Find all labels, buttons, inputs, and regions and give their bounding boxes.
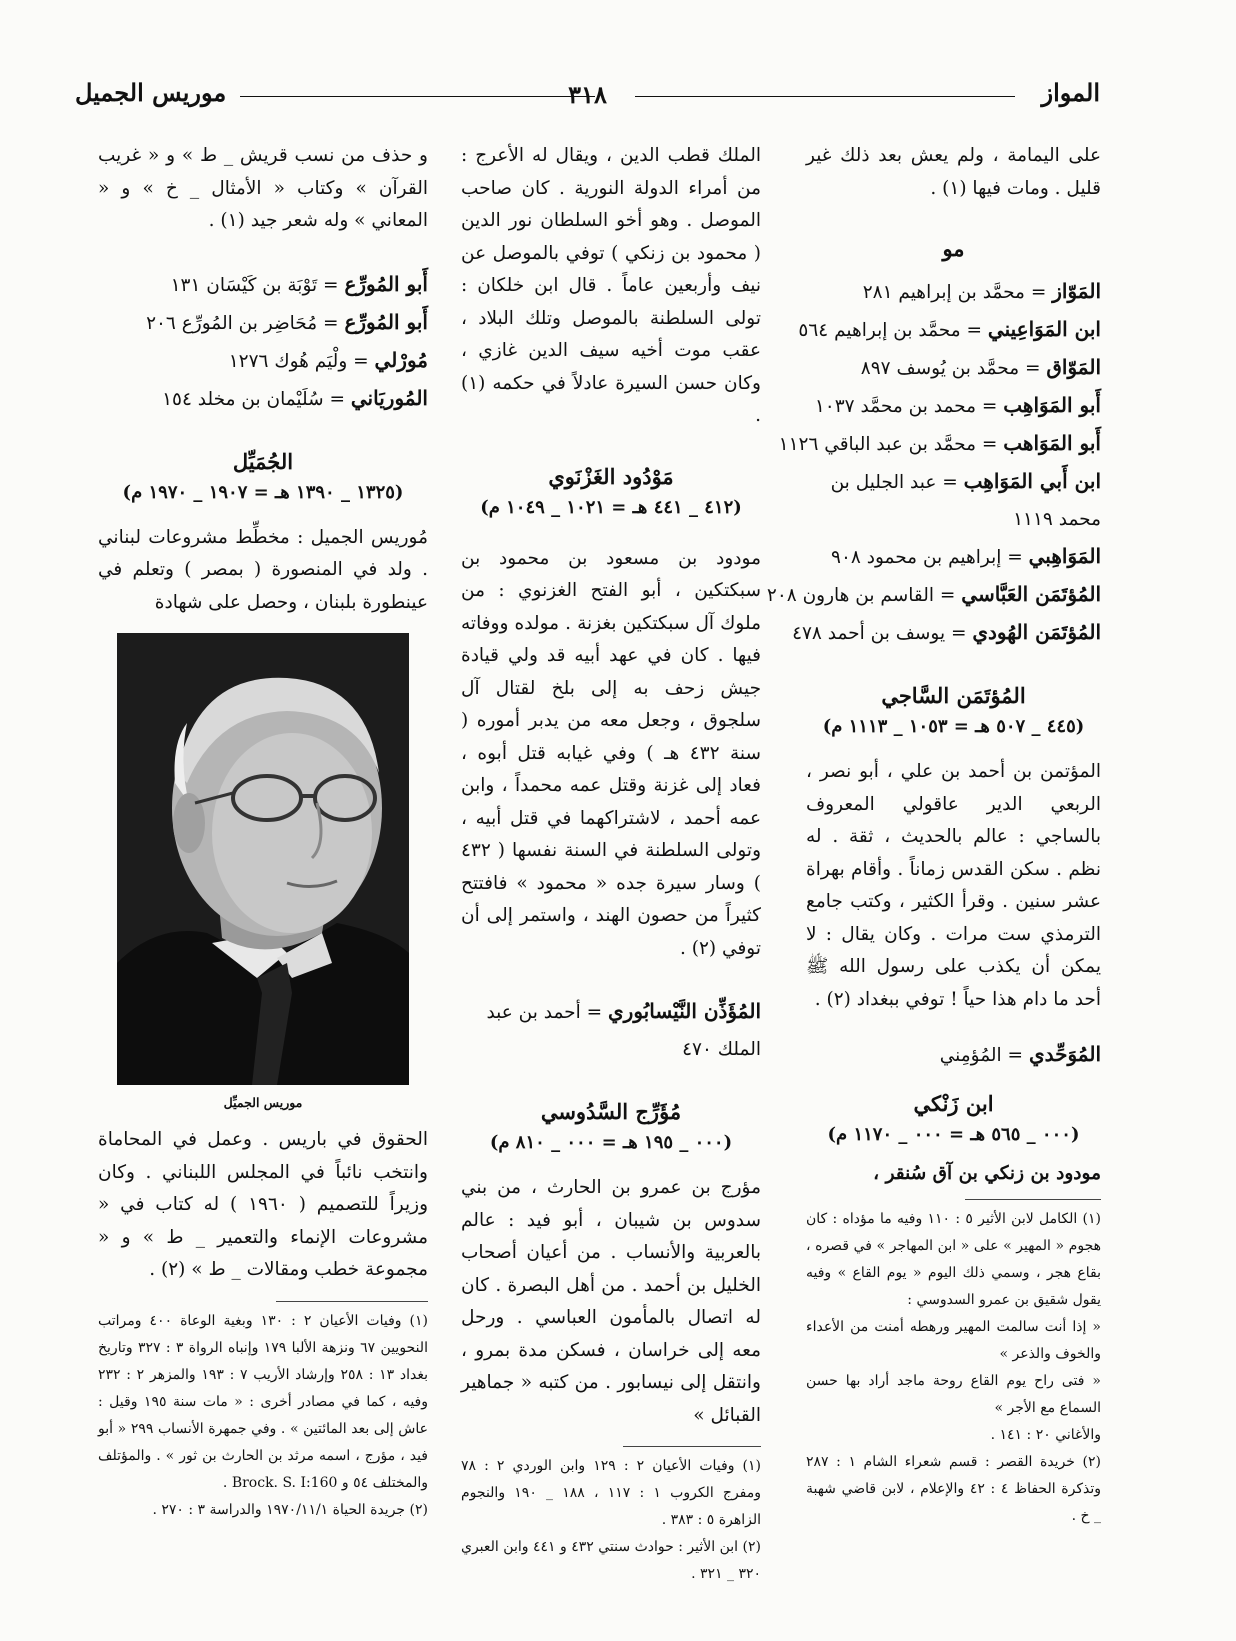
footnotes: [806, 1206, 1101, 1530]
entry-title: الجُمَيِّل: [232, 448, 294, 474]
paragraph: الحقوق في باريس . وعمل في المحاماة وانتخب نائباً في المجلس اللبناني . وكان وزيراً للتصميم ( ١٩٦٠ ) له كتاب في « مشروعات الإنماء والتعمير _ ط » و « مجموعة خطب ومقالات _ ط » (٢) .: [98, 1129, 429, 1280]
section-heading: مو: [942, 236, 965, 261]
footnotes: [461, 1453, 761, 1588]
list-item: المَوّاق = محمَّد بن يُوسف ٨٩٧: [860, 355, 1101, 379]
footnote: والأغاني ٢٠ : ١٤١ .: [990, 1426, 1101, 1443]
entry-title: مَوْدُود الغَزْنَوي: [548, 463, 674, 489]
list-item: ابن أَبي المَوَاهِب = عبد الجليل بن محمد ١١١٩: [830, 469, 1101, 530]
paragraph: مؤرج بن عمرو بن الحارث ، من بني سدوس بن شيبان ، أبو فيد : عالم بالعربية والأنساب . من أعيان أصحاب الخليل بن أحمد . من أهل البصرة . كان له اتصال بالمأمون العباسي . ورحل معه إلى خراسان ، فسكن مدة بمرو ، وانتقل إلى نيسابور . من كتبه « جماهير القبائل »: [461, 1177, 761, 1426]
entry-dates: (٠٠٠ _ ١٩٥ هـ = ٠٠٠ _ ٨١٠ م): [489, 1132, 733, 1153]
list-item: المُوَحِّدي = المُؤمِني: [939, 1042, 1101, 1066]
entry-dates: (٤٤٥ _ ٥٠٧ هـ = ١٠٥٣ _ ١١١٣ م): [822, 716, 1085, 737]
paragraph: المؤتمن بن أحمد بن علي ، أبو نصر ، الربعي الدير عاقولي المعروف بالساجي : عالم بالحديث ، ثقة . له نظم . سكن القدس زماناً . وأقام بهراة عشر سنين . وقرأ الكثير ، وكتب جامع الترمذي ست مرات . وكان يقال : لا يمكن أن يكذب على رسول الله ﷺ أحد ما دام هذا حياً ! توفي ببغداد (٢) .: [806, 761, 1101, 1010]
footnote: (٢) ابن الأثير : حوادث سنتي ٤٣٢ و ٤٤١ وابن العبري ٣٢٠ _ ٣٢١ .: [461, 1539, 761, 1582]
entry-title: المُؤتَمَن السَّاجي: [881, 683, 1026, 708]
paragraph: و حذف من نسب قريش _ ط » و « غريب القرآن » وكتاب « الأمثال _ خ » و « المعاني » وله شعر جيد (١) .: [98, 145, 428, 231]
entry-title: مُؤَرِّج السَّدُوسي: [540, 1099, 682, 1124]
list-item: المُؤَذِّن النَّيْسابُوري = أحمد بن عبد الملك ٤٧٠: [486, 999, 761, 1060]
list-item: المُؤتَمَن الهُودي = يوسف بن أحمد ٤٧٨: [792, 620, 1101, 644]
entry-dates: (٤١٢ _ ٤٤١ هـ = ١٠٢١ _ ١٠٤٩ م): [480, 496, 742, 518]
list-item: أَبو المُورِّع = تَوْبَة بن كَيْسَان ١٣١: [170, 271, 428, 296]
footnote: (٢) خريدة القصر : قسم شعراء الشام ١ : ٢٨٧ وتذكرة الحفاظ ٤ : ٤٢ والإعلام ، لابن قاضي شهبة _ خ .: [806, 1453, 1101, 1524]
paragraph: على اليمامة ، ولم يعش بعد ذلك غير قليل . ومات فيها (١) .: [806, 145, 1101, 199]
header-keyword-right: المواز: [1041, 78, 1100, 107]
entry-dates: (١٣٢٥ _ ١٣٩٠ هـ = ١٩٠٧ _ ١٩٧٠ م): [122, 481, 404, 503]
page-header: [75, 78, 1100, 118]
entry-list: [766, 273, 1101, 652]
list-item: المَوَاهِبي = إبراهيم بن محمود ٩٠٨: [831, 544, 1101, 568]
list-item: مُورْلي = ولْيَم هُوك ١٢٧٦: [228, 347, 428, 372]
header-rule: [240, 96, 595, 97]
footnote-verse: « فتى راح يوم القاع روحة ماجد أراد بها حسن السماع مع الأجر »: [806, 1372, 1101, 1416]
list-item: أَبو المَوَاهِب = محمد بن محمَّد ١٠٣٧: [814, 393, 1101, 417]
paragraph: مودود بن مسعود بن محمود بن سبكتكين ، أبو الفتح الغزنوي : من ملوك آل سبكتكين بغزنة . مولده ووفاته فيها . كان في عهد أبيه قد ولي قيادة جيش زحف به إلى بلخ لقتال آل سلجوق ، وجعل معه من يدبر أموره ( سنة ٤٣٢ هـ ) وفي غيابه قتل أبوه ، فعاد إلى غزنة وقتل عمه محمداً ، وابن عمه أحمد ، لاشتراكهما في قتل أبيه ، وتولى السلطنة في السنة نفسها ( ٤٣٢ ) وسار سيرة جده « محمود » فافتتح كثيراً من حصون الهند ، واستمر إلى أن توفي (٢) .: [461, 547, 761, 959]
entry-title: ابن زَنْكي: [913, 1091, 994, 1116]
header-keyword-left: موريس الجميل: [75, 78, 227, 107]
column-right: [766, 140, 1102, 1530]
footnote-rule: [965, 1199, 1101, 1200]
entry-dates: (٠٠٠ _ ٥٦٥ هـ = ٠٠٠ _ ١١٧٠ م): [827, 1124, 1080, 1145]
list-item: المُوريَاني = سُلَيْمان بن مخلد ١٥٤: [162, 385, 428, 410]
list-item: أَبو المُورِّع = مُحَاضِر بن المُورِّع ٢٠٦: [146, 309, 428, 334]
paragraph: مودود بن زنكي بن آق سُنقر ،: [873, 1163, 1101, 1184]
footnote: (١) الكامل لابن الأثير ٥ : ١١٠ وفيه ما مؤداه : كان هجوم « المهير » على « ابن المهاجر » في قصره ، بقاع هجر ، وسمي ذلك اليوم « يوم القاع » وفيه يقول شقيق بن عمرو السدوسي :: [806, 1210, 1102, 1308]
footnotes: [98, 1308, 428, 1524]
footnote-verse: « إذا أنت سالمت المهير ورهطه أمنت من الأعداء والخوف والذعر »: [806, 1318, 1101, 1362]
column-left: [98, 140, 428, 1524]
paragraph: مُوريس الجميل : مخطِّط مشروعات لبناني . ولد في المنصورة ( بمصر ) وتعلم في عينطورة بلبنان ، وحصل على شهادة: [98, 526, 428, 613]
list-item: ابن المَوَاعِيني = محمَّد بن إبراهيم ٥٦٤: [798, 317, 1101, 341]
list-item: المَوّاز = محمَّد بن إبراهيم ٢٨١: [862, 279, 1101, 303]
footnote-rule: [276, 1301, 428, 1302]
photo-caption: موريس الجميِّل: [223, 1095, 303, 1110]
portrait-photo: [117, 633, 409, 1085]
list-item: أَبو المَوَاهب = محمَّد بن عبد الباقي ١١٢٦: [778, 431, 1101, 455]
page-number: ٣١٨: [568, 80, 607, 109]
list-item: المُؤتَمَن العَبَّاسي = القاسم بن هارون ٢٠٨: [766, 582, 1101, 606]
footnote: (٢) جريدة الحياة ١٩٧٠/١١/١ والدراسة ٣ : ٢٧٠ .: [152, 1501, 428, 1518]
portrait-image: [117, 633, 409, 1085]
entry-list: [98, 266, 428, 418]
paragraph: الملك قطب الدين ، ويقال له الأعرج : من أمراء الدولة النورية . كان صاحب الموصل . وهو أخو السلطان نور الدين ( محمود بن زنكي ) توفي بالموصل عن نيف وأربعين عاماً . قال ابن خلكان : تولى السلطنة بالموصل وتلك البلاد ، عقب موت أخيه سيف الدين غازي ، وكان حسن السيرة عادلاً في حكمه (١) .: [461, 145, 761, 426]
footnote: (١) وفيات الأعيان ٢ : ١٣٠ وبغية الوعاة ٤٠٠ ومراتب النحويين ٦٧ ونزهة الألبا ١٧٩ وإنباه الرواة ٣ : ٣٢٧ وتاريخ بغداد ١٣ : ٢٥٨ وإرشاد الأريب ٧ : ١٩٣ والمزهر ٢ : ٢٣٢ وفيه ، كما في مصادر أخرى : « مات سنة ١٩٥ وقيل : عاش إلى بعد المائتين » . وفي جمهرة الأنساب ٢٩٩ « أبو فيد ، مؤرج ، اسمه مرثد بن الحارث بن ثور » . والمؤتلف والمختلف ٥٤ و Brock. S. I:160 .: [98, 1312, 429, 1491]
header-rule: [635, 96, 1015, 97]
column-middle: [461, 140, 761, 1588]
footnote: (١) وفيات الأعيان ٢ : ١٢٩ وابن الوردي ٢ : ٧٨ ومفرج الكروب ١ : ١١٧ ، ١٨٨ _ ١٩٠ والنجوم الزاهرة ٥ : ٣٨٣ .: [461, 1458, 762, 1528]
footnote-rule: [623, 1446, 761, 1447]
